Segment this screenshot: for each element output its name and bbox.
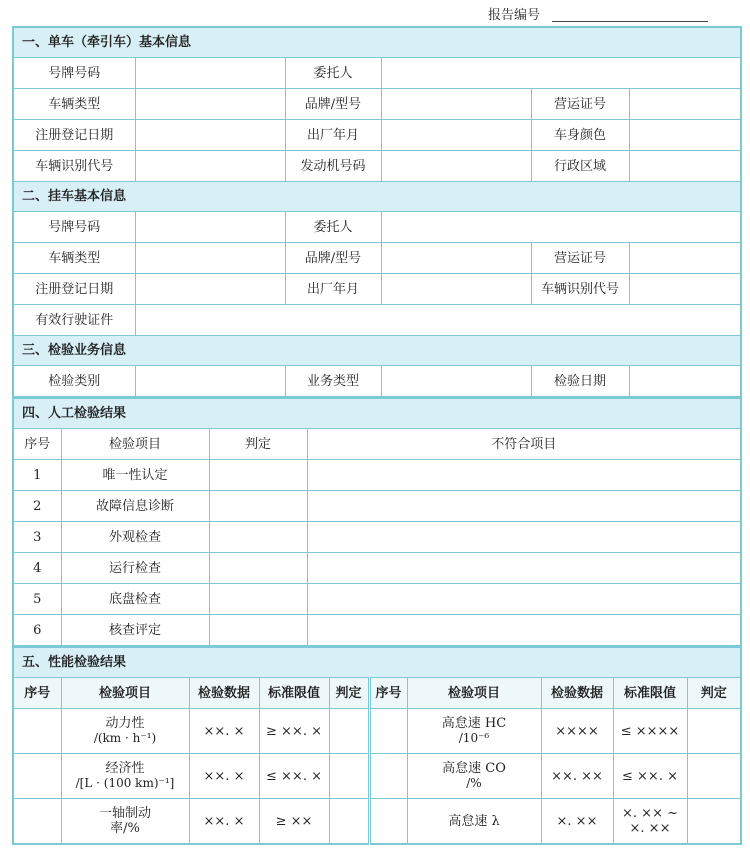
brand-value[interactable] (381, 89, 531, 120)
row-judge[interactable] (209, 460, 307, 491)
table-row (13, 754, 741, 799)
plate-value[interactable] (135, 58, 285, 89)
section-2-title: 二、挂车基本信息 (13, 182, 741, 212)
row-judge[interactable] (687, 799, 741, 845)
col-no: 序号 (13, 429, 61, 460)
row-item: 唯一性认定 (61, 460, 209, 491)
row-data: ××. × (189, 709, 259, 754)
row-no: 2 (13, 491, 61, 522)
trailer-license-value[interactable] (629, 243, 741, 274)
section-1-title: 一、单车（牵引车）基本信息 (13, 27, 741, 58)
mfg-date-label: 出厂年月 (285, 120, 381, 151)
col-judge-right: 判定 (687, 678, 741, 709)
row-data: ×××× (541, 709, 613, 754)
trailer-plate-value[interactable] (135, 212, 285, 243)
brand-label: 品牌/型号 (285, 89, 381, 120)
row-judge[interactable] (329, 754, 369, 799)
row-judge[interactable] (209, 553, 307, 584)
row-item: 运行检查 (61, 553, 209, 584)
trailer-client-label: 委托人 (285, 212, 381, 243)
row-no[interactable] (13, 754, 61, 799)
row-nonconforming[interactable] (307, 491, 741, 522)
report-number-field[interactable] (552, 21, 708, 22)
performance-table (12, 647, 742, 845)
reg-date-label: 注册登记日期 (13, 120, 135, 151)
row-judge[interactable] (209, 584, 307, 615)
row-limit: ≤ ××. × (613, 754, 687, 799)
row-data: ××. × (189, 754, 259, 799)
section-5-title: 五、性能检验结果 (13, 648, 741, 678)
manual-inspection-table (12, 398, 742, 647)
col-judge: 判定 (209, 429, 307, 460)
row-item: 底盘检查 (61, 584, 209, 615)
row-nonconforming[interactable] (307, 522, 741, 553)
row-item: 经济性 /[L · (100 km)⁻¹] (61, 754, 189, 799)
vin-value[interactable] (135, 151, 285, 182)
row-limit: ≥ ××. × (259, 709, 329, 754)
client-label: 委托人 (285, 58, 381, 89)
trailer-vin-value[interactable] (629, 274, 741, 305)
col-no-right: 序号 (369, 678, 407, 709)
row-item: 核查评定 (61, 615, 209, 647)
col-limit-right: 标准限值 (613, 678, 687, 709)
row-no: 5 (13, 584, 61, 615)
business-type-value[interactable] (381, 366, 531, 398)
row-nonconforming[interactable] (307, 553, 741, 584)
col-item-left: 检验项目 (61, 678, 189, 709)
table-row (13, 615, 741, 647)
col-item-right: 检验项目 (407, 678, 541, 709)
inspection-date-value[interactable] (629, 366, 741, 398)
table-row (13, 491, 741, 522)
row-nonconforming[interactable] (307, 615, 741, 647)
row-item: 高怠速 HC /10⁻⁶ (407, 709, 541, 754)
row-no: 6 (13, 615, 61, 647)
col-no-left: 序号 (13, 678, 61, 709)
row-nonconforming[interactable] (307, 584, 741, 615)
inspection-category-value[interactable] (135, 366, 285, 398)
table-row (13, 460, 741, 491)
row-data: ××. ×× (541, 754, 613, 799)
row-no[interactable] (369, 754, 407, 799)
trailer-client-value[interactable] (381, 212, 741, 243)
row-judge[interactable] (209, 522, 307, 553)
report-number-label: 报告编号 (488, 8, 541, 23)
trailer-type-value[interactable] (135, 243, 285, 274)
trailer-plate-label: 号牌号码 (13, 212, 135, 243)
row-no[interactable] (369, 709, 407, 754)
engine-value[interactable] (381, 151, 531, 182)
row-item: 动力性 /(km · h⁻¹) (61, 709, 189, 754)
table-row (13, 522, 741, 553)
row-item: 一轴制动 率/% (61, 799, 189, 845)
col-item: 检验项目 (61, 429, 209, 460)
engine-label: 发动机号码 (285, 151, 381, 182)
row-item: 高怠速 CO /% (407, 754, 541, 799)
row-nonconforming[interactable] (307, 460, 741, 491)
vin-label: 车辆识别代号 (13, 151, 135, 182)
row-no: 3 (13, 522, 61, 553)
trailer-license-label: 营运证号 (531, 243, 629, 274)
client-value[interactable] (381, 58, 741, 89)
row-limit: ≥ ×× (259, 799, 329, 845)
inspection-date-label: 检验日期 (531, 366, 629, 398)
table-row (13, 553, 741, 584)
table-row (13, 799, 741, 845)
row-item: 故障信息诊断 (61, 491, 209, 522)
row-judge[interactable] (687, 709, 741, 754)
col-judge-left: 判定 (329, 678, 369, 709)
col-data-left: 检验数据 (189, 678, 259, 709)
row-data: ××. × (189, 799, 259, 845)
vehicle-type-value[interactable] (135, 89, 285, 120)
section-3-title: 三、检验业务信息 (13, 336, 741, 366)
trailer-type-label: 车辆类型 (13, 243, 135, 274)
trailer-brand-label: 品牌/型号 (285, 243, 381, 274)
trailer-vin-label: 车辆识别代号 (531, 274, 629, 305)
region-value[interactable] (629, 151, 741, 182)
color-label: 车身颜色 (531, 120, 629, 151)
vehicle-type-label: 车辆类型 (13, 89, 135, 120)
row-limit: ≤ ××. × (259, 754, 329, 799)
row-judge[interactable] (329, 799, 369, 845)
inspection-category-label: 检验类别 (13, 366, 135, 398)
region-label: 行政区域 (531, 151, 629, 182)
trailer-reg-date-label: 注册登记日期 (13, 274, 135, 305)
mfg-date-value[interactable] (381, 120, 531, 151)
license-value[interactable] (629, 89, 741, 120)
business-type-label: 业务类型 (285, 366, 381, 398)
row-judge[interactable] (209, 615, 307, 647)
row-judge[interactable] (687, 754, 741, 799)
row-no[interactable] (369, 799, 407, 845)
row-limit: ×. ×× ~ ×. ×× (613, 799, 687, 845)
row-data: ×. ×× (541, 799, 613, 845)
row-item: 高怠速 λ (407, 799, 541, 845)
row-judge[interactable] (209, 491, 307, 522)
section-4-title: 四、人工检验结果 (13, 399, 741, 429)
plate-label: 号牌号码 (13, 58, 135, 89)
row-no[interactable] (13, 709, 61, 754)
basic-info-table (12, 26, 742, 398)
row-no[interactable] (13, 799, 61, 845)
trailer-mfg-date-label: 出厂年月 (285, 274, 381, 305)
permit-label: 有效行驶证件 (13, 305, 135, 336)
color-value[interactable] (629, 120, 741, 151)
row-judge[interactable] (329, 709, 369, 754)
trailer-reg-date-value[interactable] (135, 274, 285, 305)
row-no: 4 (13, 553, 61, 584)
table-row (13, 584, 741, 615)
table-row (13, 709, 741, 754)
row-no: 1 (13, 460, 61, 491)
row-limit: ≤ ×××× (613, 709, 687, 754)
col-data-right: 检验数据 (541, 678, 613, 709)
trailer-mfg-date-value[interactable] (381, 274, 531, 305)
reg-date-value[interactable] (135, 120, 285, 151)
col-nonconforming: 不符合项目 (307, 429, 741, 460)
permit-value[interactable] (135, 305, 741, 336)
col-limit-left: 标准限值 (259, 678, 329, 709)
row-item: 外观检查 (61, 522, 209, 553)
trailer-brand-value[interactable] (381, 243, 531, 274)
license-label: 营运证号 (531, 89, 629, 120)
